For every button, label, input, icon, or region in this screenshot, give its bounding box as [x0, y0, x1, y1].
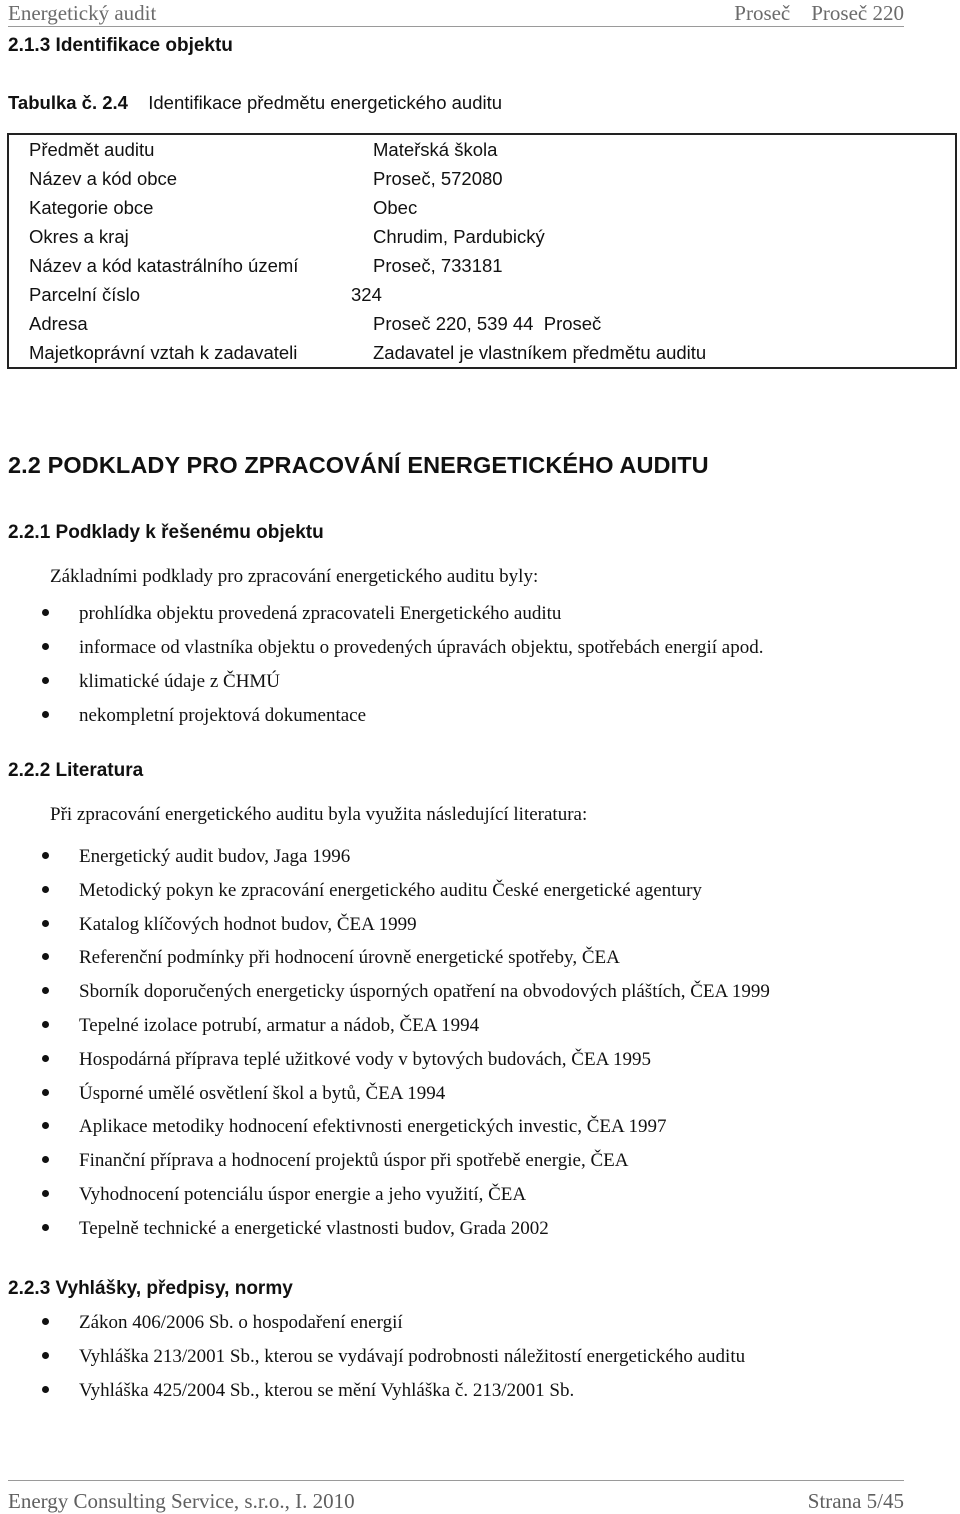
list-item-text: Aplikace metodiky hodnocení efektivnosti energetických investic, ČEA 1997 — [79, 1116, 667, 1138]
list-item — [0, 1374, 745, 1408]
list-item — [0, 1306, 745, 1340]
table-row — [8, 280, 956, 309]
literature-list — [0, 840, 770, 1246]
header-document-title: Energetický audit — [8, 1, 157, 25]
list-item — [0, 1043, 770, 1077]
list-item-text: informace od vlastníka objektu o provedených úpravách objektu, spotřebách energií apod. — [79, 637, 764, 658]
list-item — [0, 908, 770, 942]
bullet-icon — [42, 852, 49, 859]
bullet-icon — [42, 1386, 49, 1393]
list-item — [0, 840, 770, 874]
section-2-2-heading: 2.2 PODKLADY PRO ZPRACOVÁNÍ ENERGETICKÉHO AUDITU — [8, 452, 709, 478]
table-row — [8, 193, 956, 222]
bullet-icon — [42, 1089, 49, 1096]
bullet-icon — [42, 987, 49, 994]
section-2-2-1-list — [0, 597, 763, 733]
list-item-text: klimatické údaje z ČHMÚ — [79, 671, 281, 692]
table-row — [8, 251, 956, 280]
table-caption-text: Identifikace předmětu energetického auditu — [148, 92, 503, 113]
list-item-text: Referenční podmínky při hodnocení úrovně energetické spotřeby, ČEA — [79, 947, 620, 969]
table-cell-label: Název a kód katastrálního území — [29, 254, 299, 276]
table-cell-value: Zadavatel je vlastníkem předmětu auditu — [373, 341, 707, 363]
section-2-2-1-intro: Základními podklady pro zpracování energetického auditu byly: — [50, 566, 539, 587]
list-item — [0, 1212, 770, 1246]
list-item — [0, 941, 770, 975]
table-cell-value: 324 — [351, 283, 382, 305]
bullet-icon — [42, 920, 49, 927]
table-row — [8, 222, 956, 251]
table-row — [8, 164, 956, 193]
header-divider — [8, 26, 904, 27]
table-cell-value: Proseč 220, 539 44 Proseč — [373, 312, 602, 334]
table-cell-value: Mateřská škola — [373, 138, 498, 160]
section-2-2-2-heading: 2.2.2 Literatura — [8, 760, 144, 781]
list-item — [0, 597, 763, 631]
bullet-icon — [42, 1122, 49, 1129]
list-item — [0, 1077, 770, 1111]
table-caption-label: Tabulka č. 2.4 — [8, 92, 128, 113]
table-cell-label: Adresa — [29, 312, 88, 334]
list-item — [0, 631, 763, 665]
section-2-2-2-intro: Při zpracování energetického auditu byla využita následující literatura: — [50, 804, 588, 825]
list-item — [0, 1144, 770, 1178]
list-item-text: nekompletní projektová dokumentace — [79, 705, 367, 726]
list-item — [0, 1009, 770, 1043]
list-item-text: Vyhláška 425/2004 Sb., kterou se mění Vyhláška č. 213/2001 Sb. — [79, 1380, 575, 1401]
list-item — [0, 1110, 770, 1144]
bullet-icon — [42, 711, 49, 718]
table-cell-value: Proseč, 733181 — [373, 254, 503, 276]
list-item-text: Vyhodnocení potenciálu úspor energie a jeho využití, ČEA — [79, 1183, 527, 1205]
identification-table — [7, 133, 957, 369]
list-item-text: Energetický audit budov, Jaga 1996 — [79, 846, 351, 867]
list-item — [0, 975, 770, 1009]
list-item-text: Vyhláška 213/2001 Sb., kterou se vydávají podrobnosti náležitostí energetického auditu — [79, 1346, 746, 1367]
list-item — [0, 665, 763, 699]
table-cell-value: Obec — [373, 196, 418, 218]
bullet-icon — [42, 1224, 49, 1231]
bullet-icon — [42, 1352, 49, 1359]
list-item — [0, 874, 770, 908]
bullet-icon — [42, 1190, 49, 1197]
table-cell-label: Kategorie obce — [29, 196, 154, 218]
list-item-text: prohlídka objektu provedená zpracovateli Energetického auditu — [79, 603, 562, 624]
section-2-2-3-heading: 2.2.3 Vyhlášky, předpisy, normy — [8, 1278, 293, 1299]
bullet-icon — [42, 677, 49, 684]
page-header — [0, 0, 960, 26]
table-cell-label: Parcelní číslo — [29, 283, 141, 305]
table-cell-label: Předmět auditu — [29, 138, 155, 160]
section-2-1-3-heading: 2.1.3 Identifikace objektu — [8, 35, 233, 56]
table-row — [8, 338, 956, 368]
bullet-icon — [42, 1021, 49, 1028]
table-cell-value: Proseč, 572080 — [373, 167, 503, 189]
table-caption — [8, 92, 502, 114]
list-item-text: Katalog klíčových hodnot budov, ČEA 1999 — [79, 913, 417, 935]
table-cell-label: Název a kód obce — [29, 167, 178, 189]
list-item — [0, 1178, 770, 1212]
table-cell-label: Okres a kraj — [29, 225, 129, 247]
list-item-text: Metodický pokyn ke zpracování energetického auditu České energetické agentury — [79, 879, 702, 901]
regulations-list — [0, 1306, 745, 1408]
table-cell-value: Chrudim, Pardubický — [373, 225, 545, 247]
footer-page-number: Strana 5/45 — [807, 1489, 904, 1513]
table-cell-label: Majetkoprávní vztah k zadavateli — [29, 341, 298, 363]
footer-divider — [8, 1480, 904, 1481]
list-item-text: Úsporné umělé osvětlení škol a bytů, ČEA 1994 — [79, 1082, 446, 1104]
list-item — [0, 699, 763, 733]
list-item — [0, 1340, 745, 1374]
footer-company: Energy Consulting Service, s.r.o., I. 2010 — [8, 1489, 355, 1513]
bullet-icon — [42, 1156, 49, 1163]
header-location: Proseč Proseč 220 — [734, 1, 904, 25]
table-row — [8, 309, 956, 338]
bullet-icon — [42, 886, 49, 893]
list-item-text: Tepelně technické a energetické vlastnosti budov, Grada 2002 — [79, 1217, 549, 1239]
bullet-icon — [42, 643, 49, 650]
table-row — [8, 134, 956, 164]
list-item-text: Finanční příprava a hodnocení projektů úspor při spotřebě energie, ČEA — [79, 1150, 629, 1172]
bullet-icon — [42, 953, 49, 960]
list-item-text: Sborník doporučených energeticky úsporných opatření na obvodových pláštích, ČEA 1999 — [79, 981, 770, 1003]
list-item-text: Tepelné izolace potrubí, armatur a nádob, ČEA 1994 — [79, 1014, 480, 1036]
bullet-icon — [42, 1055, 49, 1062]
list-item-text: Hospodárná příprava teplé užitkové vody v bytových budovách, ČEA 1995 — [79, 1048, 651, 1070]
section-2-2-1-heading: 2.2.1 Podklady k řešenému objektu — [8, 522, 324, 543]
bullet-icon — [42, 1318, 49, 1325]
bullet-icon — [42, 609, 49, 616]
list-item-text: Zákon 406/2006 Sb. o hospodaření energií — [79, 1312, 403, 1333]
